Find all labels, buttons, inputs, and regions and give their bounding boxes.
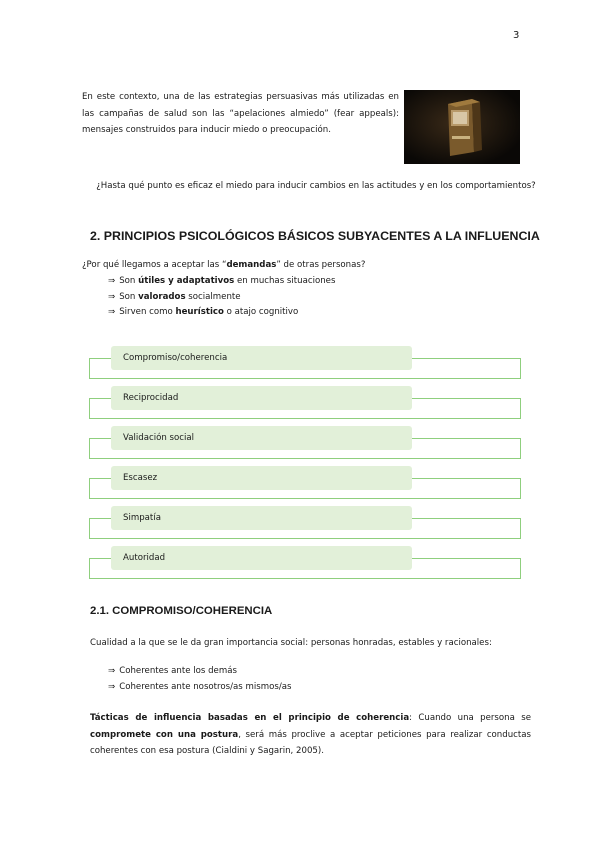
section-2-1-heading: 2.1. COMPROMISO/COHERENCIA	[90, 605, 273, 617]
list-item: ⇒ Coherentes ante los demás	[108, 666, 237, 676]
double-arrow-icon: ⇒	[108, 681, 116, 692]
double-arrow-icon: ⇒	[108, 307, 116, 317]
reasons-list	[108, 276, 335, 323]
page-number: 3	[513, 30, 520, 41]
principle-reciprocidad: Reciprocidad	[111, 386, 412, 410]
why-question	[82, 260, 365, 270]
list-item: ⇒ Sirven como heurístico o atajo cognitivo	[108, 307, 299, 317]
coherence-list	[108, 666, 291, 697]
cigarette-pack-photo	[404, 90, 520, 164]
why-text-end: ” de otras personas?	[276, 260, 366, 270]
intro-paragraph: En este contexto, una de las estrategias persuasivas más utilizadas en las campañas de salud son las “apelaciones almiedo” (fear appeals): mensajes construidos para inducir miedo o preocupación.	[82, 92, 399, 135]
list-item: ⇒ Coherentes ante nosotros/as mismos/as	[108, 681, 292, 692]
principle-validacion-social: Validación social	[111, 426, 412, 450]
principle-escasez: Escasez	[111, 466, 412, 490]
section-2-heading: 2. PRINCIPIOS PSICOLÓGICOS BÁSICOS SUBYACENTES A LA INFLUENCIA	[90, 229, 540, 243]
tactics-paragraph: Tácticas de influencia basadas en el principio de coherencia: Cuando una persona se compromete con una postura, será más proclive a aceptar peticiones para realizar conductas coherentes con esa postura (Cialdini y Sagarin, 2005).	[90, 713, 531, 756]
coherence-paragraph: Cualidad a la que se le da gran importancia social: personas honradas, estables y racionales:	[90, 638, 492, 648]
double-arrow-icon: ⇒	[108, 291, 116, 302]
why-text: ¿Por qué llegamos a aceptar las “	[82, 260, 227, 270]
why-bold: demandas	[226, 260, 277, 270]
principle-autoridad: Autoridad	[111, 546, 412, 570]
double-arrow-icon: ⇒	[108, 276, 116, 286]
principle-simpatia: Simpatía	[111, 506, 412, 530]
list-item: ⇒ Son valorados socialmente	[108, 291, 241, 302]
question-text: ¿Hasta qué punto es eficaz el miedo para inducir cambios en las actitudes y en los comportamientos?	[96, 181, 536, 191]
principle-compromiso: Compromiso/coherencia	[111, 346, 412, 370]
list-item: ⇒ Son útiles y adaptativos en muchas situaciones	[108, 276, 336, 286]
double-arrow-icon: ⇒	[108, 666, 116, 676]
